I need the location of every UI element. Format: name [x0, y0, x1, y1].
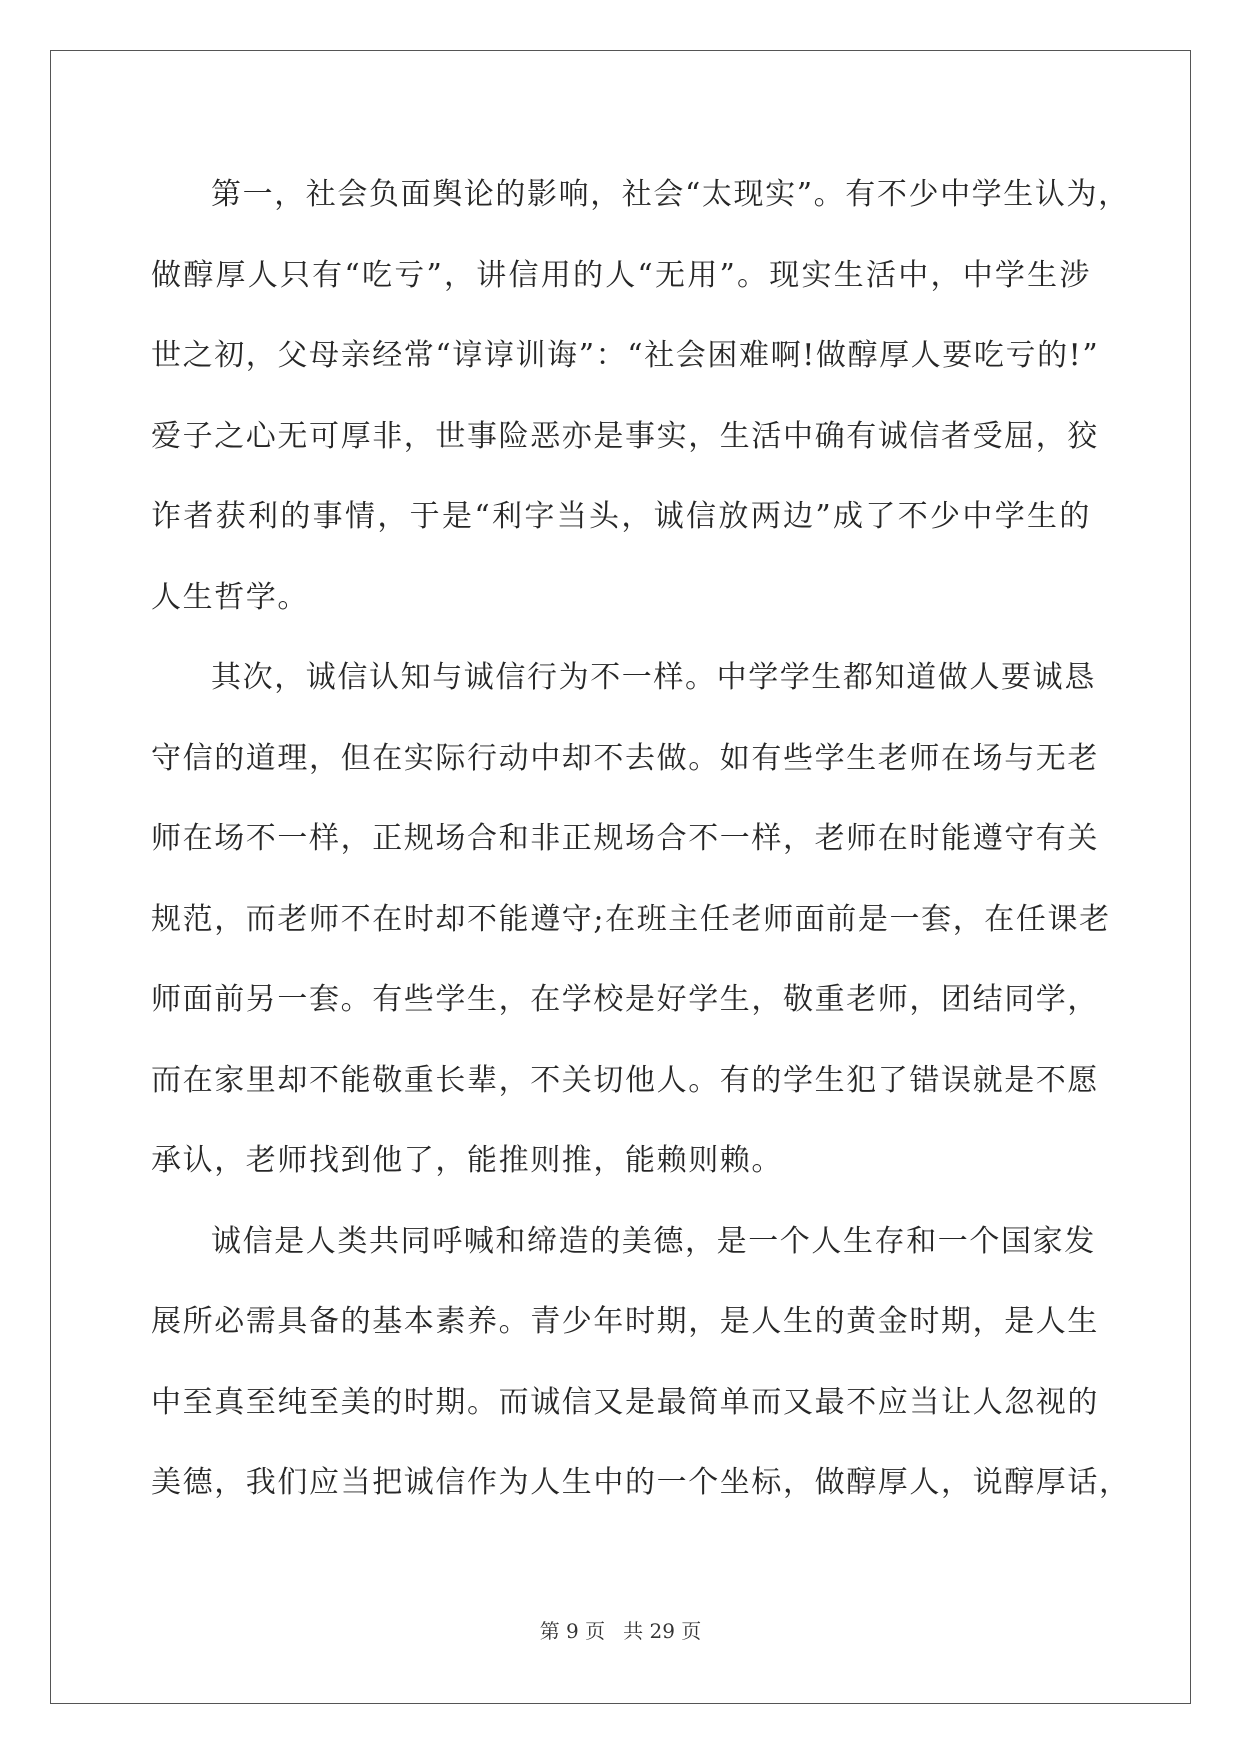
text-line: 规范，而老师不在时却不能遵守;在班主任老师面前是一套，在任课老: [151, 901, 1111, 937]
paragraph-1: [151, 155, 1130, 638]
text-line: 其次，诚信认知与诚信行为不一样。中学学生都知道做人要诚恳: [211, 660, 1096, 695]
paragraph-3: [151, 1202, 1131, 1524]
text-line: 中至真至纯至美的时期。而诚信又是最简单而又最不应当让人忽视的: [151, 1384, 1099, 1420]
text-line: 而在家里却不能敬重长辈，不关切他人。有的学生犯了错误就是不愿: [151, 1062, 1099, 1098]
text-line: 师面前另一套。有些学生，在学校是好学生，敬重老师，团结同学，: [151, 982, 1099, 1017]
text-line: 做醇厚人只有“吃亏”，讲信用的人“无用”。现实生活中，中学生涉: [151, 257, 1091, 293]
text-line: 守信的道理，但在实际行动中却不去做。如有些学生老师在场与无老: [151, 740, 1099, 776]
text-line: 第一，社会负面舆论的影响，社会“太现实”。有不少中学生认为，: [211, 177, 1130, 212]
page-footer: [0, 1615, 1241, 1644]
text-line: 爱子之心无可厚非，世事险恶亦是事实，生活中确有诚信者受屈，狡: [151, 418, 1099, 454]
page-number: 第 9 页: [539, 1619, 606, 1643]
text-line: 诚信是人类共同呼喊和缔造的美德，是一个人生存和一个国家发: [211, 1223, 1096, 1259]
text-line: 师在场不一样，正规场合和非正规场合不一样，老师在时能遵守有关: [151, 821, 1099, 856]
text-line: 诈者获利的事情，于是“利字当头，诚信放两边”成了不少中学生的: [151, 499, 1091, 534]
paragraph-2: [151, 638, 1111, 1202]
text-line: 承认，老师找到他了，能推则推，能赖则赖。: [151, 1143, 783, 1178]
text-line: 展所必需具备的基本素养。青少年时期，是人生的黄金时期，是人生: [151, 1304, 1099, 1339]
total-pages: 共 29 页: [623, 1619, 702, 1643]
text-line: 美德，我们应当把诚信作为人生中的一个坐标，做醇厚人，说醇厚话，: [151, 1465, 1131, 1500]
text-line: 世之初，父母亲经常“谆谆训诲”：“社会困难啊!做醇厚人要吃亏的!”: [151, 338, 1100, 373]
text-line: 人生哲学。: [151, 579, 309, 615]
document-body: [151, 155, 1131, 1524]
